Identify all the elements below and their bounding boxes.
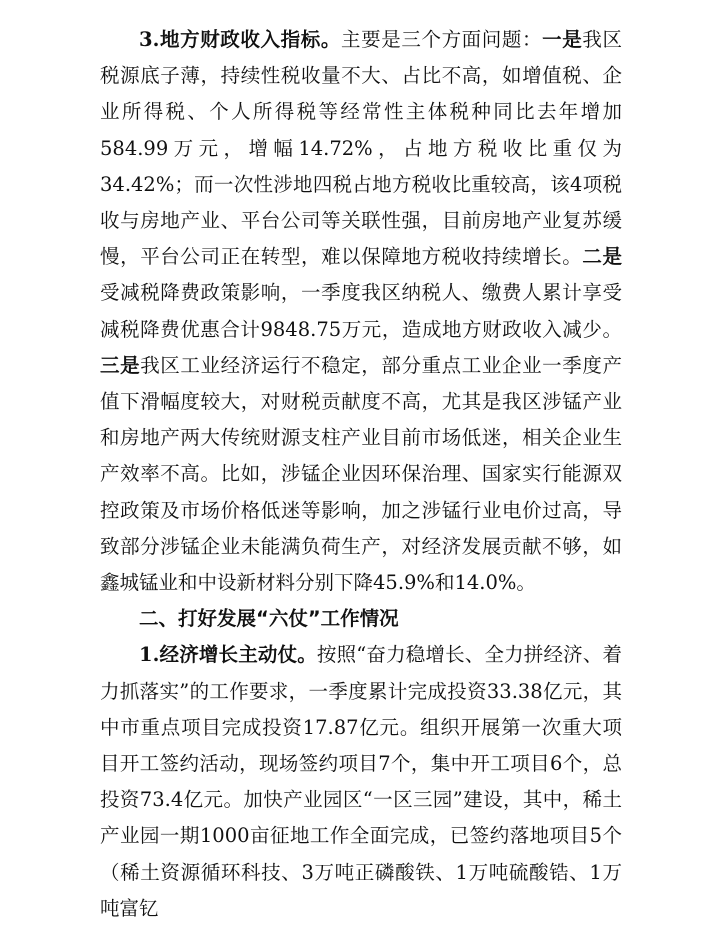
point-label-first: 一是 [542,28,583,51]
section-title-fiscal-revenue: 3.地方财政收入指标。 [139,28,341,51]
document-page [100,22,622,927]
section-intro: 主要是三个方面问题： [341,28,543,51]
item-title-economic-growth: 1.经济增长主动仗。 [139,643,317,667]
point-text-first: 我区税源底子薄，持续性税收量不大、占比不高，如增值税、企业所得税、个人所得税等经常性主体税种同比去年增加584.99万元，增幅14.72%，占地方税收比重仅为34.42%；而一次性涉地四税占地方税收比重较高，该4项税收与房地产业、平台公司等关联性强，目前房地产业复苏缓慢，平台公司正在转型，难以保障地方税收持续增长。 [100,28,622,269]
point-text-second: 受减税降费政策影响，一季度我区纳税人、缴费人累计享受减税降费优惠合计9848.75万元，造成地方财政收入减少。 [100,281,622,341]
point-label-second: 二是 [582,245,622,269]
section-heading-six-battles: 二、打好发展“六仗”工作情况 [139,607,399,631]
point-label-third: 三是 [100,353,141,377]
paragraph-fiscal-revenue [100,22,622,601]
item-text-economic-growth: 按照“奋力稳增长、全力拼经济、着力抓落实”的工作要求，一季度累计完成投资33.38亿元，其中市重点项目完成投资17.87亿元。组织开展第一次重大项目开工签约活动，现场签约项目7个，集中开工项目6个，总投资73.4亿元。加快产业园区“一区三园”建设，其中，稀土产业园一期1000亩征地工作全面完成，已签约落地项目5个（稀土资源循环科技、3万吨正磷酸铁、1万吨硫酸锆、1万吨富钇 [100,643,622,920]
point-text-third: 我区工业经济运行不稳定，部分重点工业企业一季度产值下滑幅度较大，对财税贡献度不高，尤其是我区涉锰产业和房地产两大传统财源支柱产业目前市场低迷，相关企业生产效率不高。比如，涉锰企业因环保治理、国家实行能源双控政策及市场价格低迷等影响，加之涉锰行业电价过高，导致部分涉锰企业未能满负荷生产，对经济发展贡献不够，如鑫城锰业和中设新材料分别下降45.9%和14.0%。 [100,353,622,595]
paragraph-economic-growth [100,637,622,927]
